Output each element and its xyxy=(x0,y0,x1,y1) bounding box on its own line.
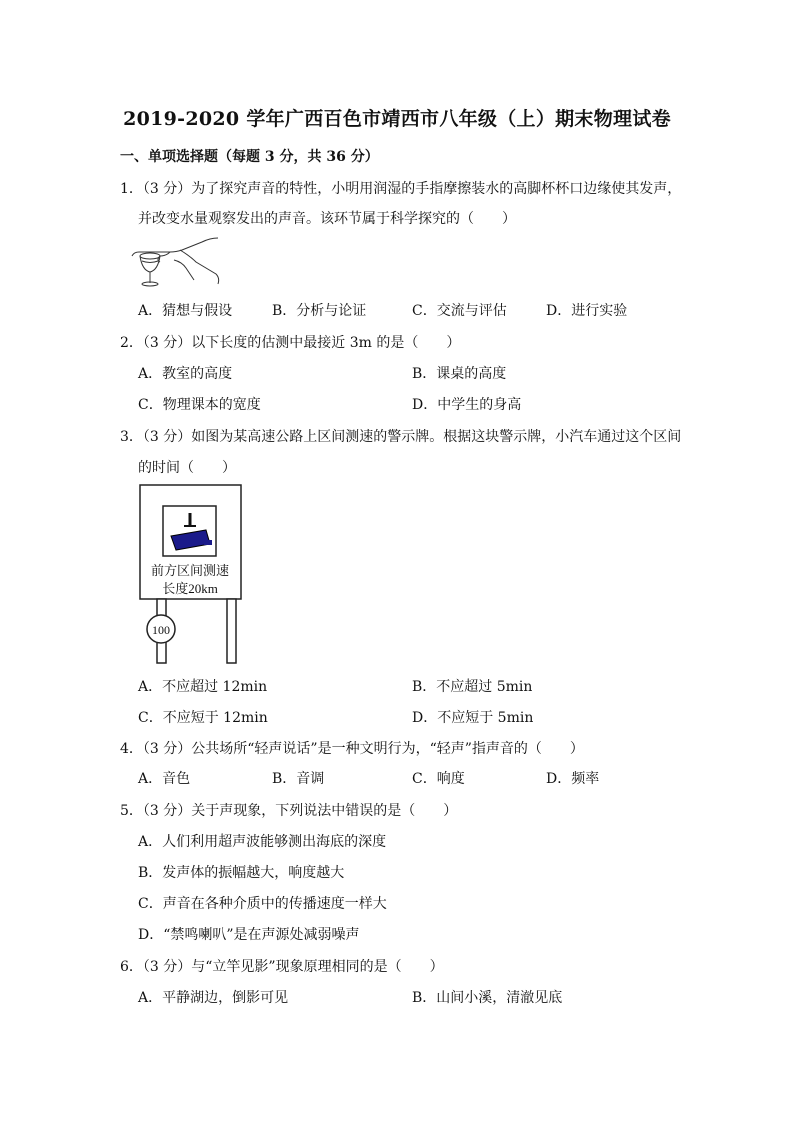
q4-option-d[interactable]: D．频率 xyxy=(546,771,600,787)
q1-option-d[interactable]: D．进行实验 xyxy=(546,303,628,319)
q2-option-d[interactable]: D．中学生的身高 xyxy=(412,397,522,413)
section-heading: 一、单项选择题（每题 3 分，共 36 分） xyxy=(120,149,379,165)
question-6-text: 6．（3 分）与“立竿见影”现象原理相同的是（ ） xyxy=(120,959,444,975)
q3-option-a[interactable]: A．不应超过 12min xyxy=(138,679,268,695)
question-2-text: 2．（3 分）以下长度的估测中最接近 3m 的是（ ） xyxy=(120,335,461,351)
q4-option-a[interactable]: A．音色 xyxy=(138,771,191,787)
q5-option-c[interactable]: C．声音在各种介质中的传播速度一样大 xyxy=(138,896,387,912)
q2-option-b[interactable]: B．课桌的高度 xyxy=(412,366,507,382)
q6-option-a[interactable]: A．平静湖边，倒影可见 xyxy=(138,990,289,1006)
question-1-text-line-2: 并改变水量观察发出的声音。该环节属于科学探究的（ ） xyxy=(138,211,516,227)
sign-post-right xyxy=(227,599,236,663)
q5-option-b[interactable]: B．发声体的振幅越大，响度越大 xyxy=(138,865,345,881)
q1-option-c[interactable]: C．交流与评估 xyxy=(412,303,507,319)
q1-option-b[interactable]: B．分析与论证 xyxy=(272,303,367,319)
q5-option-d[interactable]: D．“禁鸣喇叭”是在声源处减弱噪声 xyxy=(138,927,360,943)
q3-option-c[interactable]: C．不应短于 12min xyxy=(138,710,268,726)
q6-option-b[interactable]: B．山间小溪，清澈见底 xyxy=(412,990,563,1006)
question-4-text: 4．（3 分）公共场所“轻声说话”是一种文明行为，“轻声”指声音的（ ） xyxy=(120,741,584,757)
q4-option-b[interactable]: B．音调 xyxy=(272,771,325,787)
sign-text-line-1: 前方区间测速 xyxy=(150,563,230,578)
q4-option-c[interactable]: C．响度 xyxy=(412,771,465,787)
page-title: 2019-2020 学年广西百色市靖西市八年级（上）期末物理试卷 xyxy=(123,108,671,130)
speed-zone-sign-figure xyxy=(138,484,244,666)
speed-limit-value: 100 xyxy=(152,623,170,637)
question-1-text-line-1: 1．（3 分）为了探究声音的特性，小明用润湿的手指摩擦装水的高脚杯杯口边缘使其发声， xyxy=(120,181,682,197)
q2-option-a[interactable]: A．教室的高度 xyxy=(138,366,233,382)
sign-text-line-2: 长度20km xyxy=(162,581,218,596)
q5-option-a[interactable]: A．人们利用超声波能够测出海底的深度 xyxy=(138,834,387,850)
question-3-text-line-2: 的时间（ ） xyxy=(138,460,236,476)
question-3-text-line-1: 3．（3 分）如图为某高速公路上区间测速的警示牌。根据这块警示牌，小汽车通过这个区间 xyxy=(120,429,682,445)
q3-option-d[interactable]: D．不应短于 5min xyxy=(412,710,534,726)
q3-option-b[interactable]: B．不应超过 5min xyxy=(412,679,533,695)
q2-option-c[interactable]: C．物理课本的宽度 xyxy=(138,397,261,413)
hand-wine-glass-figure xyxy=(130,234,222,288)
q1-option-a[interactable]: A．猜想与假设 xyxy=(138,303,233,319)
question-5-text: 5．（3 分）关于声现象，下列说法中错误的是（ ） xyxy=(120,803,458,819)
